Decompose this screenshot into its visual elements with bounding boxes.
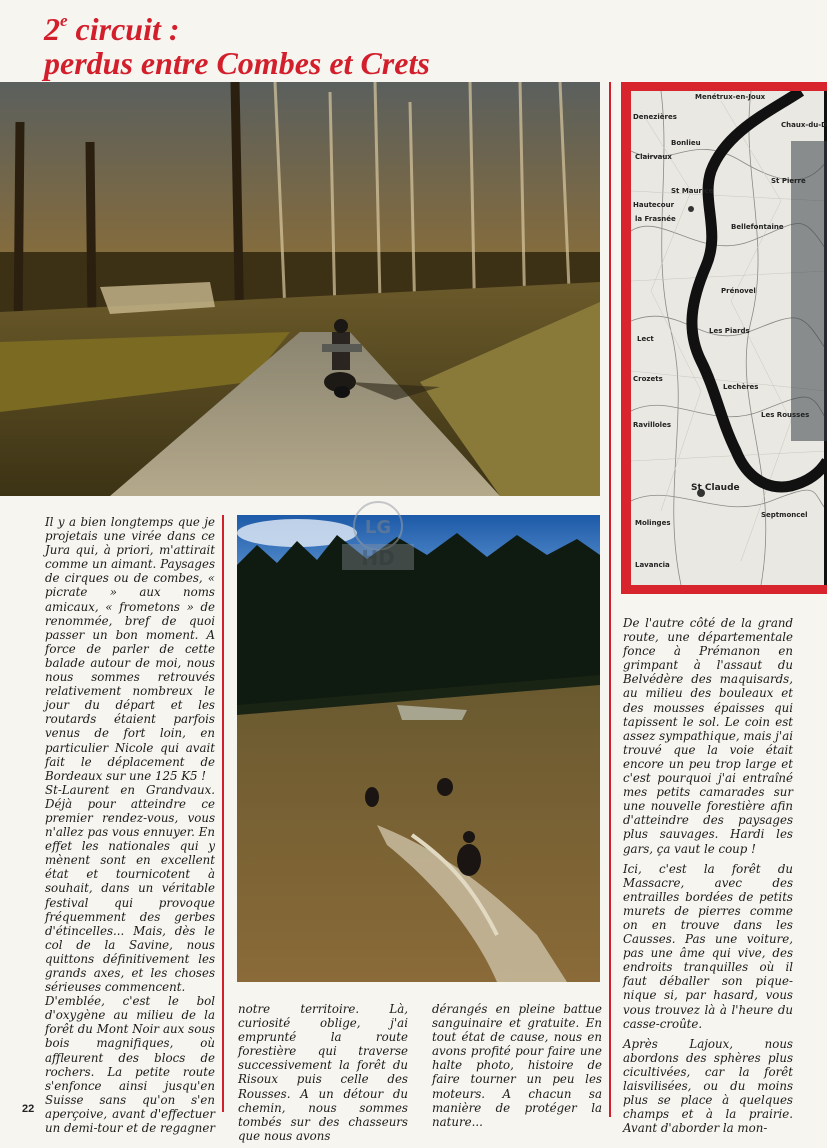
map-label: Prénovel (721, 287, 756, 295)
route-map (621, 82, 827, 594)
map-label: Lavancia (635, 561, 670, 569)
title-line2: perdus entre Combes et Crets (44, 45, 430, 81)
map-label: Crozets (633, 375, 663, 383)
column-rule (609, 82, 611, 1117)
map-label: St Pierre (771, 177, 806, 185)
paragraph: Il y a bien longtemps que je projetais une virée dans ce Jura qui, à priori, m'attirait comme un aimant. Paysages de cirques ou de combes, « picrate » aux noms amicaux, « frometons » de renommée, bref de quoi passer un bon moment. A force de parler de cette balade autour de moi, nous nous sommes retrouvés relativement nombreux le jour du départ et les routards étaient parfois venus de fort loin, en particulier Nicole qui avait fait le déplacement de Bordeaux sur une 125 K5 ! (45, 515, 215, 783)
column-right (623, 616, 793, 1135)
map-label: Bonlieu (671, 139, 701, 147)
column-middle-b (432, 1002, 602, 1129)
paragraph: St-Laurent en Grandvaux. Déjà pour atteindre ce premier rendez-vous, vous n'allez pas vous ennuyer. En effet les nationales qui y mènent sont en excellent état et tournicotent à souhait, dans un véritable festival qui provoque fréquemment des gerbes d'étincelles... Mais, dès le col de la Savine, nous quittons définitivement les grands axes, et les choses sérieuses commencent. (45, 782, 215, 995)
paragraph: D'emblée, c'est le bol d'oxygène au milieu de la forêt du Mont Noir aux sous bois magnifiques, où affleurent des blocs de rochers. La petite route s'enfonce ainsi jusqu'en Suisse sans qu'on s'en aperçoive, avant d'effectuer un demi-tour et de regagner (45, 994, 215, 1136)
map-label: Molinges (635, 519, 671, 527)
map-label: Hautecour (633, 201, 675, 209)
map-label: Denezières (633, 113, 677, 121)
map-label: Bellefontaine (731, 223, 784, 231)
title-ordinal: 2 (44, 11, 60, 47)
map-label: Lect (637, 335, 654, 343)
photo-meadow-riders (237, 515, 600, 982)
paragraph: notre territoire. Là, curiosité oblige, j'ai emprunté la route forestière qui traverse successivement la forêt du Risoux puis celle des Rousses. A un détour du chemin, nous sommes tombés sur des chasseurs que nous avons (238, 1002, 408, 1143)
article-title (44, 4, 604, 80)
map-label: Ravilloles (633, 421, 671, 429)
map-label: Les Rousses (761, 411, 810, 419)
paragraph: De l'autre côté de la grand route, une départementale fonce à Prémanon en grimpant à l'assaut du Belvédère des maquisards, au milieu des bouleaux et des mousses épaisses qui tapissent le sol. Le coin est assez sympathique, mais j'ai trouvé que la voie était encore un peu trop large et c'est pourquoi j'ai entraîné mes petits camarades sur une nouvelle forestière afin d'atteindre des paysages plus sauvages. Hardi les gars, ça vaut le coup ! (623, 616, 793, 856)
watermark-logo (336, 498, 420, 576)
map-label: Menétrux-en-Joux (695, 93, 766, 101)
photo-forest-road (0, 82, 600, 496)
title-ordinal-suffix: e (60, 11, 68, 30)
map-label: la Frasnée (635, 215, 676, 223)
map-label-st-claude: St Claude (691, 483, 740, 493)
watermark-text-bottom: HD (361, 546, 395, 570)
paragraph: Après Lajoux, nous abordons des sphères plus cicultivées, car la forêt laisvilisées, ou du moins plus se place à quelques champs et à la prairie. Avant d'aborder la mon- (623, 1036, 793, 1136)
watermark-text-top: LG (364, 517, 392, 538)
column-rule (222, 515, 224, 1112)
page-number: 22 (22, 1103, 35, 1115)
map-label: Lechères (723, 383, 759, 391)
map-area (631, 91, 827, 585)
title-line1: circuit : (67, 11, 180, 47)
map-label: Septmoncel (761, 511, 808, 519)
column-left (45, 515, 215, 1135)
paragraph: Ici, c'est la forêt du Massacre, avec des entrailles bordées de petits murets de pierres comme on en trouve dans les Causses. Pas une voiture, pas une âme qui vive, des endroits tranquilles où il faut déballer son pique-nique si, par hasard, vous vous trouvez là à l'heure du casse-croûte. (623, 861, 793, 1031)
paragraph: dérangés en pleine battue sanguinaire et gratuite. En tout état de cause, nous en avons profité pour faire une halte photo, histoire de faire tourner un peu les moteurs. A chacun sa manière de protéger la nature... (432, 1002, 602, 1129)
column-middle-a (238, 1002, 408, 1143)
map-label: Clairvaux (635, 153, 672, 161)
map-label: Chaux-du-D (781, 121, 827, 129)
map-label: St Maurice (671, 187, 714, 195)
map-label: Les Piards (709, 327, 750, 335)
